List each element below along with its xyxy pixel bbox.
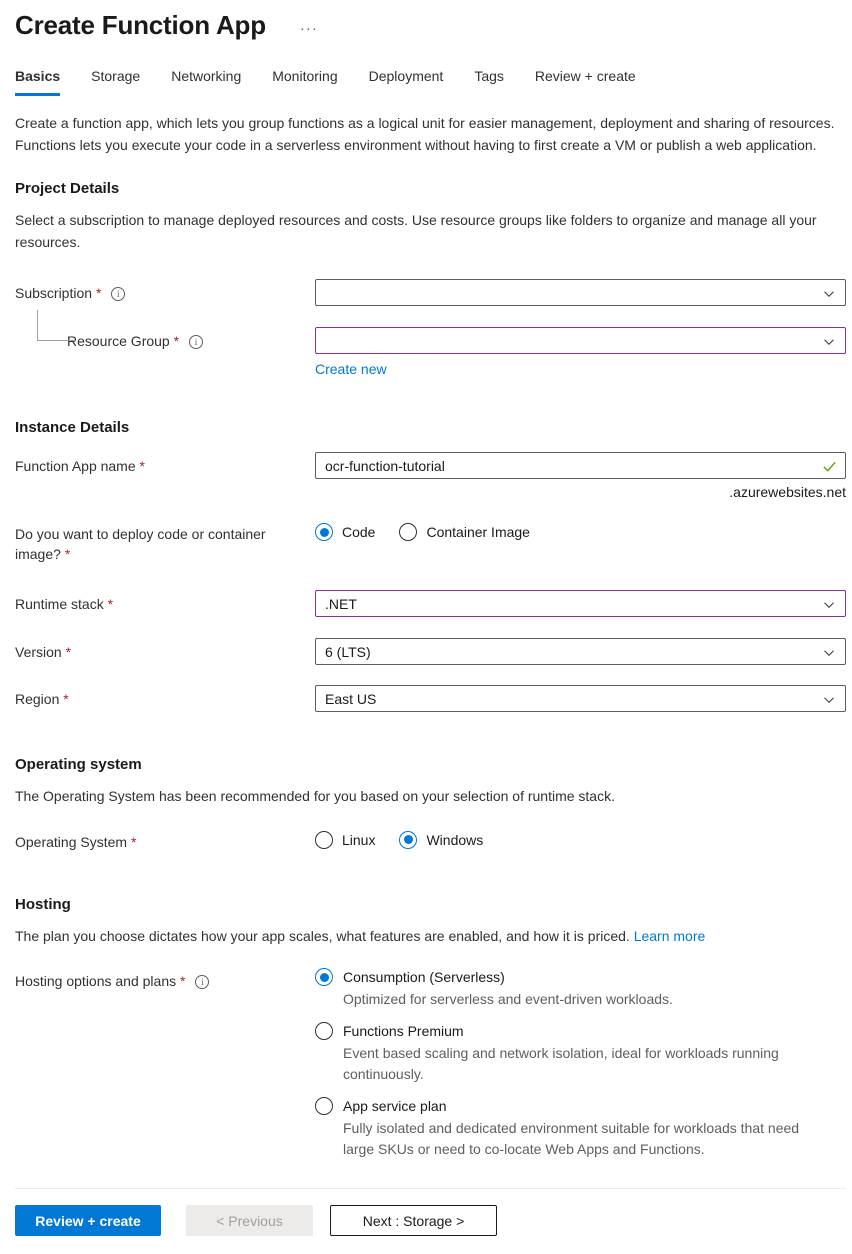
os-radio-group xyxy=(315,828,846,849)
info-icon[interactable] xyxy=(189,335,203,349)
operating-system-row xyxy=(15,828,846,852)
intro-text: Create a function app, which lets you group functions as a logical unit for easier management, deployment and sharing of resources. Functions lets you execute your code in a serverless environment without having to first create a VM or publish a web application. xyxy=(15,115,835,153)
deploy-radio-group xyxy=(315,520,846,541)
runtime-stack-value: .NET xyxy=(325,595,357,612)
radio-consumption-serverless[interactable] xyxy=(315,967,846,1010)
radio-label: Linux xyxy=(342,831,376,848)
function-app-name-field xyxy=(315,452,846,479)
project-details-form xyxy=(15,279,846,379)
function-app-name-input[interactable] xyxy=(325,458,817,474)
learn-more-link[interactable]: Learn more xyxy=(633,927,706,944)
instance-details-heading: Instance Details xyxy=(15,419,130,436)
version-label: Version * xyxy=(15,644,72,660)
required-asterisk: * xyxy=(65,644,72,660)
hosting-option-description: Optimized for serverless and event-driven workloads. xyxy=(343,991,673,1007)
wizard-footer xyxy=(15,1188,846,1240)
previous-button[interactable]: < Previous xyxy=(186,1205,313,1236)
radio-functions-premium[interactable] xyxy=(315,1021,846,1085)
required-asterisk: * xyxy=(173,333,180,349)
tab-review-create[interactable]: Review + create xyxy=(534,68,636,84)
radio-unselected-icon xyxy=(315,1097,333,1115)
version-row xyxy=(15,638,846,665)
runtime-stack-row xyxy=(15,590,846,617)
page-title: Create Function App xyxy=(15,10,266,40)
resource-group-label: Resource Group * i xyxy=(15,327,315,351)
radio-selected-icon xyxy=(315,523,333,541)
project-details-heading: Project Details xyxy=(15,180,120,197)
resource-group-dropdown[interactable] xyxy=(315,327,846,354)
operating-system-heading: Operating system xyxy=(15,756,142,773)
deploy-type-row xyxy=(15,520,846,564)
region-label: Region * xyxy=(15,691,69,707)
radio-unselected-icon xyxy=(315,1022,333,1040)
subscription-label: Subscription * i xyxy=(15,279,315,303)
radio-container-image[interactable] xyxy=(399,523,530,541)
tab-storage[interactable]: Storage xyxy=(91,68,141,84)
hosting-description: The plan you choose dictates how your app scales, what features are enabled, and how it is priced. Learn more xyxy=(15,927,706,944)
version-value: 6 (LTS) xyxy=(325,643,371,660)
hosting-option-description: Event based scaling and network isolation, ideal for workloads running continuously. xyxy=(343,1045,779,1082)
chevron-down-icon xyxy=(823,288,835,300)
radio-app-service-plan[interactable] xyxy=(315,1096,846,1160)
required-asterisk: * xyxy=(95,285,102,301)
chevron-down-icon xyxy=(823,694,835,706)
radio-selected-icon xyxy=(399,831,417,849)
create-new-link[interactable]: Create new xyxy=(315,361,387,377)
hosting-option-description: Fully isolated and dedicated environment suitable for workloads that need large SKUs or need to co-locate Web Apps and Functions. xyxy=(343,1120,800,1157)
region-dropdown[interactable] xyxy=(315,685,846,712)
tab-tags[interactable]: Tags xyxy=(474,68,504,84)
required-asterisk: * xyxy=(130,833,137,850)
radio-selected-icon xyxy=(315,968,333,986)
hosting-heading: Hosting xyxy=(15,895,71,913)
project-details-description: Select a subscription to manage deployed resources and costs. Use resource groups like folders to organize and manage all your resources. xyxy=(15,212,817,250)
next-storage-button[interactable]: Next : Storage > xyxy=(330,1205,497,1236)
function-app-name-row xyxy=(15,452,846,500)
subscription-row xyxy=(15,279,846,306)
region-value: East US xyxy=(325,690,377,707)
resource-group-row xyxy=(15,327,846,379)
info-icon[interactable] xyxy=(195,975,209,989)
chevron-down-icon xyxy=(823,647,835,659)
runtime-stack-label: Runtime stack * xyxy=(15,596,114,612)
required-asterisk: * xyxy=(139,458,145,474)
deploy-question-label: Do you want to deploy code or container image? * xyxy=(15,526,266,562)
radio-label: Code xyxy=(342,524,376,540)
required-asterisk: * xyxy=(64,546,71,562)
hosting-radio-group xyxy=(315,967,846,1160)
version-dropdown[interactable] xyxy=(315,638,846,665)
radio-linux[interactable] xyxy=(315,831,375,849)
radio-windows[interactable] xyxy=(399,831,483,849)
hosting-option-name: Functions Premium xyxy=(343,1023,464,1039)
required-asterisk: * xyxy=(63,691,69,707)
tab-networking[interactable]: Networking xyxy=(171,68,242,84)
required-asterisk: * xyxy=(180,973,186,989)
operating-system-label: Operating System * xyxy=(15,833,137,850)
valid-check-icon xyxy=(822,459,837,474)
operating-system-description: The Operating System has been recommended for you based on your selection of runtime stack. xyxy=(15,788,615,804)
radio-unselected-icon xyxy=(315,831,333,849)
radio-code[interactable] xyxy=(315,523,375,541)
tab-deployment[interactable]: Deployment xyxy=(368,68,444,84)
radio-unselected-icon xyxy=(399,523,417,541)
required-asterisk: * xyxy=(107,596,114,612)
hosting-options-label: Hosting options and plans * i xyxy=(15,967,315,991)
wizard-tabs xyxy=(15,68,846,96)
chevron-down-icon xyxy=(823,336,835,348)
review-create-button[interactable]: Review + create xyxy=(15,1205,161,1236)
subscription-dropdown[interactable] xyxy=(315,279,846,306)
info-icon[interactable] xyxy=(111,287,125,301)
hosting-options-row xyxy=(15,967,846,1160)
chevron-down-icon xyxy=(823,599,835,611)
function-app-name-label: Function App name * xyxy=(15,458,145,474)
resource-group-connector-line xyxy=(37,310,75,341)
page-header xyxy=(15,10,846,41)
runtime-stack-dropdown[interactable] xyxy=(315,590,846,617)
domain-suffix: .azurewebsites.net xyxy=(729,484,846,500)
radio-label: Windows xyxy=(426,831,484,848)
radio-label: Container Image xyxy=(426,524,530,540)
hosting-option-name: App service plan xyxy=(343,1098,447,1114)
tab-basics[interactable]: Basics xyxy=(15,68,60,96)
more-options-button[interactable]: ··· xyxy=(299,20,318,37)
hosting-option-name: Consumption (Serverless) xyxy=(343,969,505,985)
tab-monitoring[interactable]: Monitoring xyxy=(272,68,338,84)
region-row xyxy=(15,685,846,712)
